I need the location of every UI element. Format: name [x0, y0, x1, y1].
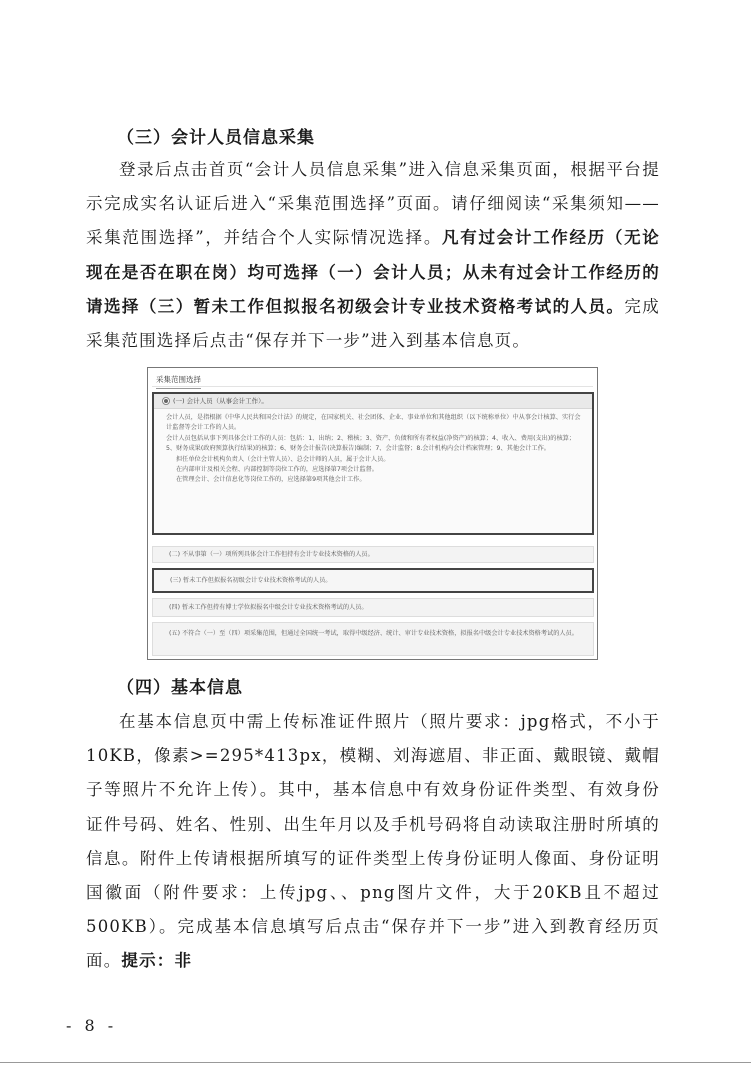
section-3-bold-text: 凡有过会计工作经历（无论现在是否在职在岗）均可选择（一）会计人员；从未有过会计工作经历的请选择（三）暂未工作但拟报名初级会计专业技术资格考试的人员。	[86, 228, 661, 316]
section-3-text-a: 登录后点击首页“会计人员信息采集”进入信息采集页面，根据平台提示完成实名认证后进入“采集范围选择”页面。请仔细阅读“采集须知——采集范围选择”，并结合个人实际情况选择。	[86, 160, 660, 248]
section-4-paragraph	[86, 705, 660, 979]
option-accountant-line-1: 会计人员，是指根据《中华人民共和国会计法》的规定，在国家机关、社会团体、企业、事业单位和其他组织（以下统称单位）中从事会计核算、实行会计监督等会计工作的人员。	[166, 414, 581, 431]
page-number: - 8 -	[66, 1016, 118, 1035]
option-accountant-header	[154, 394, 592, 409]
tab-divider	[152, 386, 593, 387]
option-3-label: (三) 暂未工作但拟报名初级会计专业技术资格考试的人员。	[170, 577, 332, 584]
footer-line	[0, 1062, 751, 1063]
option-accountant-note-2: 在内部审计及相关会程、内部控制等岗位工作的，应选择第7项会计监督。	[176, 466, 378, 474]
radio-selected-icon	[162, 397, 170, 405]
option-accountant-body	[154, 409, 592, 484]
section-4-text-a: 在基本信息页中需上传标准证件照片（照片要求：jpg格式，不小于10KB，像素>=295*413px，模糊、刘海遮眉、非正面、戴眼镜、戴帽子等照片不允许上传）。其中，基本信息中有效身份证件类型、有效身份证件号码、姓名、性别、出生年月以及手机号码将自动读取注册时所填的信息。附件上传请根据所填写的证件类型上传身份证明人像面、身份证明国徽面（附件要求：上传jpg、、png图片文件，大于20KB且不超过500KB）。完成基本信息填写后点击“保存并下一步”进入到教育经历页面。	[86, 712, 660, 971]
option-2	[152, 546, 594, 563]
option-5-label: (五) 不符合（一）至（四）项采集范围，但通过全国统一考试，取得中级经济、统计、审计专业技术资格，拟报名中级会计专业技术资格考试的人员。	[169, 630, 578, 637]
option-4	[152, 598, 594, 617]
section-3-text-b: 完成采集范围选择后点击“保存并下一步”进入到基本信息页。	[86, 296, 661, 351]
collection-scope-screenshot	[147, 367, 598, 660]
option-accountant-note-1: 担任单位会计机构负责人（会计主管人员）、总会计师的人员，属于会计人员。	[176, 456, 390, 464]
option-3-selected	[152, 568, 594, 593]
section-3-heading: （三）会计人员信息采集	[117, 128, 315, 148]
option-accountant	[152, 392, 594, 535]
option-5	[152, 622, 594, 656]
option-2-label: (二) 不从事第（一）项所列具体会计工作但持有会计专业技术资格的人员。	[169, 551, 374, 558]
scope-tab: 采集范围选择	[156, 374, 201, 389]
section-4-bold-text: 提示：非	[121, 951, 193, 971]
option-4-label: (四) 暂未工作但持有博士学位拟报名中级会计专业技术资格考试的人员。	[169, 604, 368, 611]
section-3-paragraph	[86, 153, 660, 358]
option-accountant-line-2: 会计人员包括从事下列具体会计工作的人员：包括：1、出纳；2、稽核；3、资产、负债和所有者权益(净资产)的核算；4、收入、费用(支出)的核算；5、财务成果(政府预算执行结果)的核算；6、财务会计报告(决算报告)编制；7、会计监督；8.会计机构内会计档案管理；9、其他会计工作。	[166, 435, 576, 452]
section-4-heading: （四）基本信息	[117, 678, 243, 698]
option-accountant-note-3: 在管理会计、会计信息化等岗位工作的，应选择第9项其他会计工作。	[176, 475, 366, 483]
option-accountant-title: (一) 会计人员（从事会计工作）。	[173, 397, 268, 405]
